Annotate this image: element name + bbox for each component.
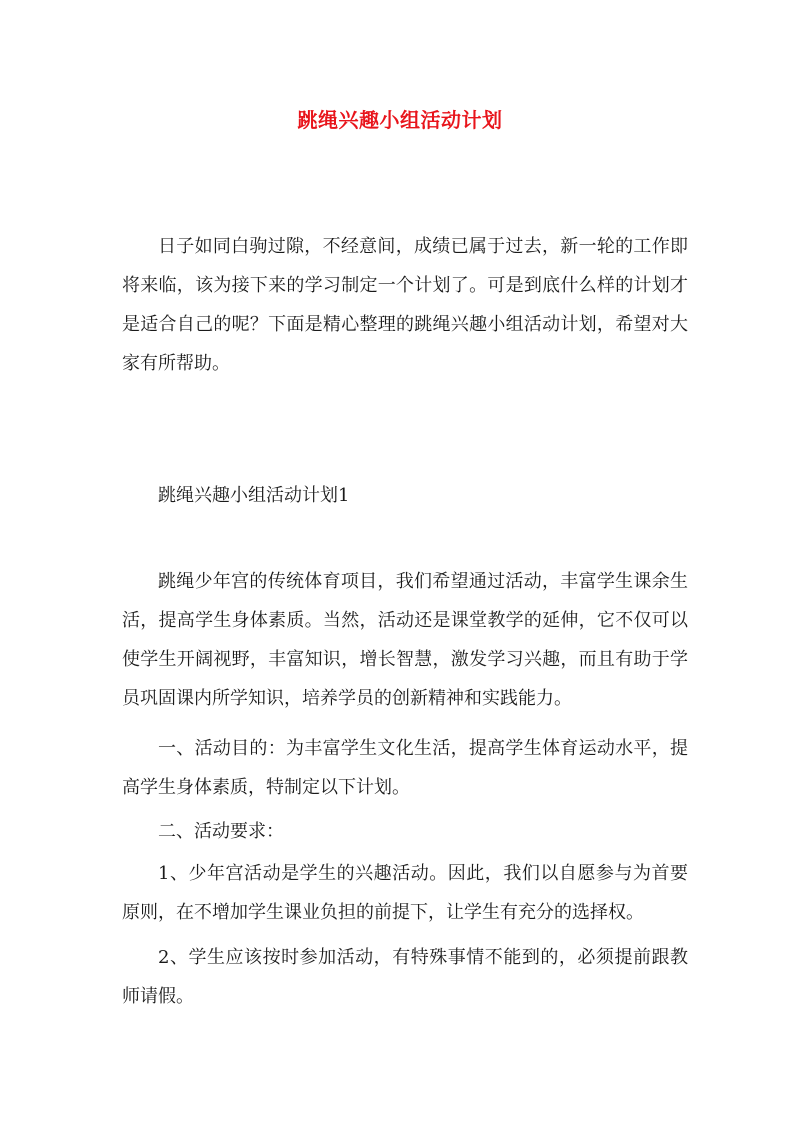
body-paragraph: 一、活动目的：为丰富学生文化生活，提高学生体育运动水平，提高学生身体素质，特制定以下计划。 (122, 738, 688, 798)
body-paragraph: 1、少年宫活动是学生的兴趣活动。因此，我们以自愿参与为首要原则，在不增加学生课业负担的前提下，让学生有充分的选择权。 (122, 863, 688, 923)
section-heading: 跳绳兴趣小组活动计划1 (158, 485, 350, 506)
intro-paragraph: 日子如同白驹过隙，不经意间，成绩已属于过去，新一轮的工作即将来临，该为接下来的学习制定一个计划了。可是到底什么样的计划才是适合自己的呢？下面是精心整理的跳绳兴趣小组活动计划，希望对大家有所帮助。 (122, 236, 688, 374)
document-title: 跳绳兴趣小组活动计划 (297, 108, 503, 132)
body-paragraph: 2、学生应该按时参加活动，有特殊事情不能到的，必须提前跟教师请假。 (122, 947, 688, 1007)
body-paragraph: 二、活动要求： (158, 821, 284, 842)
body-paragraph: 跳绳少年宫的传统体育项目，我们希望通过活动，丰富学生课余生活，提高学生身体素质。当然，活动还是课堂教学的延伸，它不仅可以使学生开阔视野，丰富知识，增长智慧，激发学习兴趣，而且有助于学员巩固课内所学知识，培养学员的创新精神和实践能力。 (122, 571, 688, 709)
